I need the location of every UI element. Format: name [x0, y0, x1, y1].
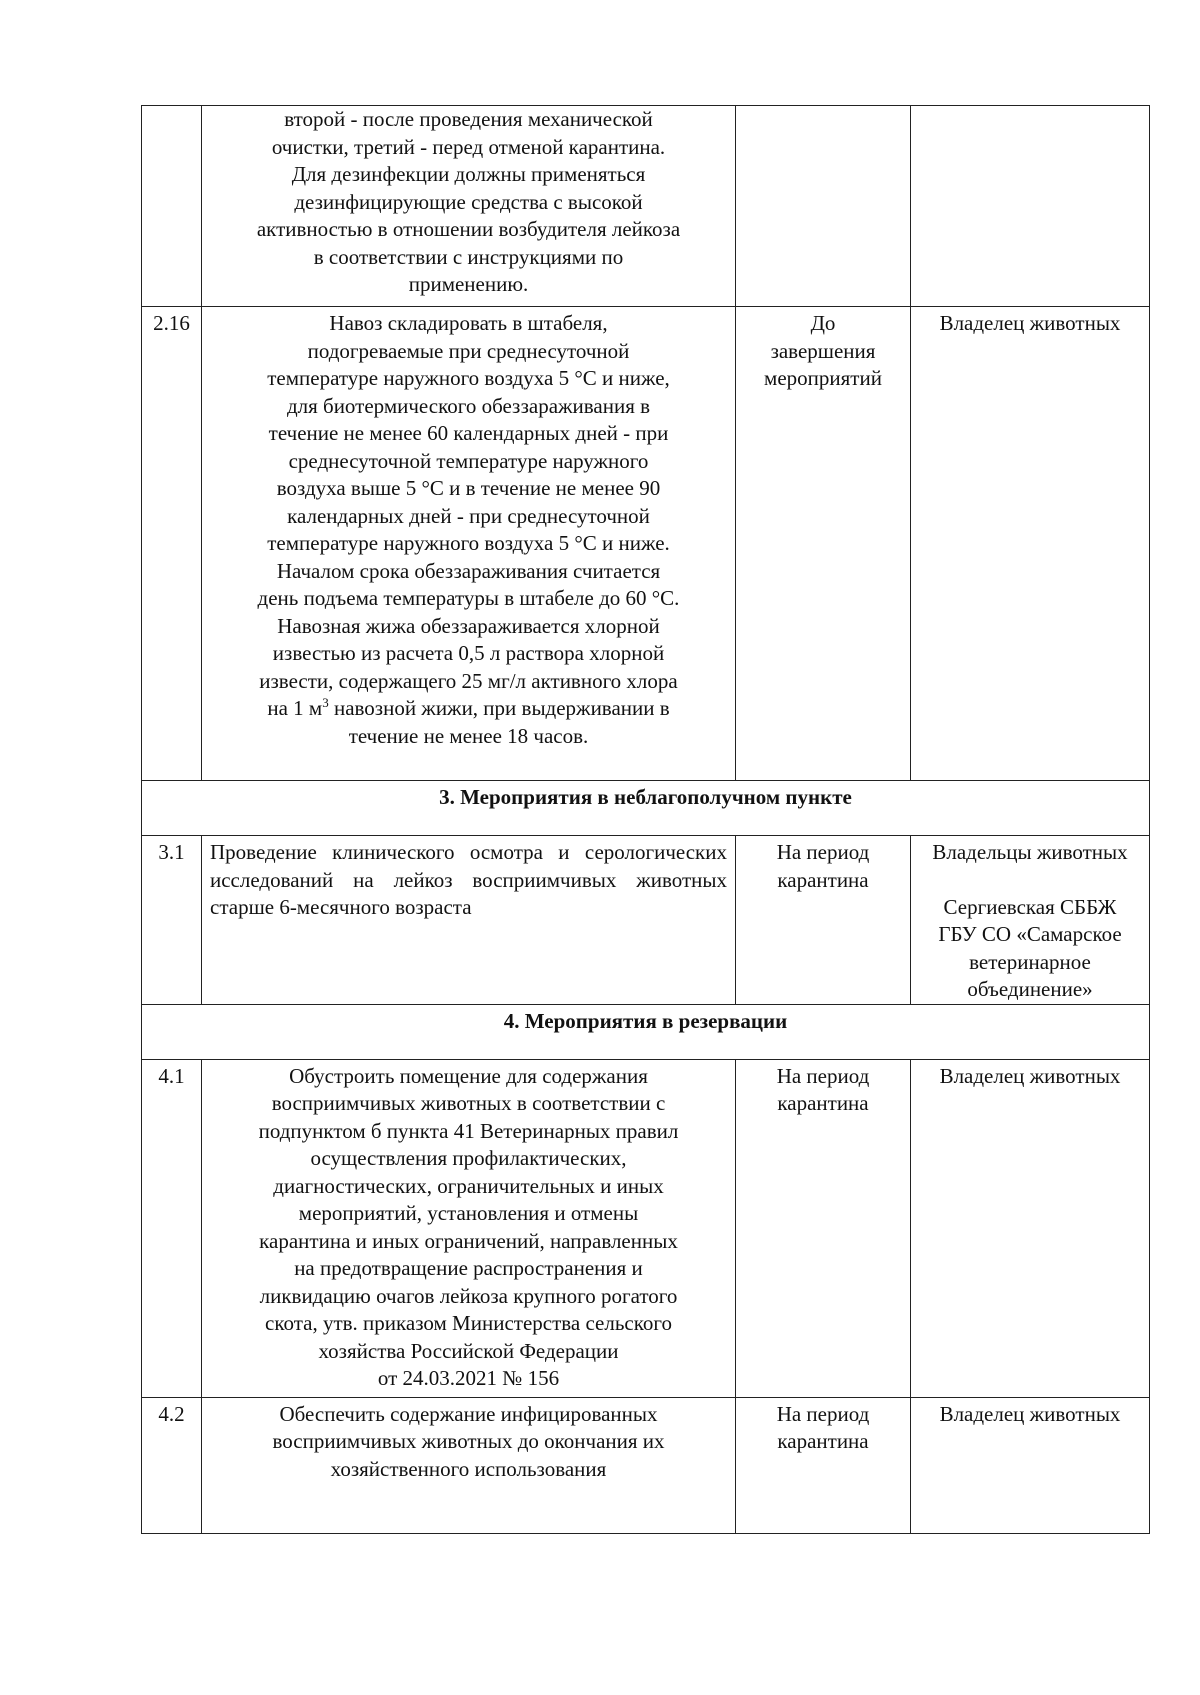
cell-measure: Проведение клинического осмотра и серологических исследований на лейкоз восприимчивых животных старше 6-месячного возраста: [202, 836, 736, 1005]
text-line: течение не менее 18 часов.: [348, 723, 589, 748]
text-line: На период: [776, 840, 870, 864]
text-line: восприимчивых животных до окончания их: [272, 1429, 665, 1453]
text-line: течение не менее 60 календарных дней - при: [268, 421, 669, 445]
text-line: применению.: [408, 272, 529, 296]
text-line: мероприятий: [764, 366, 882, 390]
section-row-3: [142, 781, 1150, 836]
cell-measure: [202, 1059, 736, 1397]
text-line: До: [810, 311, 836, 335]
table-row-continuation: [142, 106, 1150, 307]
text-line: для биотермического обеззараживания в: [286, 393, 651, 418]
superscript: 3: [322, 695, 329, 710]
text-line: температуре наружного воздуха 5 °С и ниже.: [267, 531, 670, 555]
text-line: среднесуточной температуре наружного: [288, 448, 649, 473]
text-line: Обустроить помещение для содержания: [289, 1063, 648, 1088]
text-line: второй - после проведения механической: [284, 107, 653, 131]
cell-responsible: [911, 106, 1150, 307]
text-line: подпунктом б пункта 41 Ветеринарных правил: [258, 1118, 679, 1143]
text-line: дезинфицирующие средства с высокой: [294, 189, 643, 214]
text-line: ликвидацию очагов лейкоза крупного рогатого: [259, 1283, 678, 1308]
text-line: скота, утв. приказом Министерства сельского: [265, 1311, 672, 1335]
text-line: хозяйственного использования: [330, 1456, 607, 1481]
text-line: Сергиевская СББЖ: [943, 894, 1117, 919]
text-line: Обеспечить содержание инфицированных: [279, 1401, 658, 1426]
text-line: календарных дней - при среднесуточной: [287, 503, 650, 528]
cell-term: [736, 307, 911, 781]
text-line: восприимчивых животных в соответствии с: [271, 1091, 666, 1115]
text-line: карантина: [777, 1429, 869, 1453]
cell-term: [736, 106, 911, 307]
cell-term: [736, 1059, 911, 1397]
text-line: мероприятий, установления и отмены: [298, 1201, 639, 1225]
text-line: от 24.03.2021 № 156: [377, 1366, 560, 1390]
text-line: ГБУ СО «Самарское: [938, 922, 1122, 946]
text-line: диагностических, ограничительных и иных: [273, 1173, 664, 1198]
table-row-4-1: [142, 1059, 1150, 1397]
text-line: На период: [776, 1401, 870, 1426]
text-line: в соответствии с инструкциями по: [313, 244, 624, 269]
cell-measure: [202, 1397, 736, 1533]
cell-responsible: Владелец животных: [911, 307, 1150, 781]
text-line: день подъема температуры в штабеле до 60 °С.: [257, 586, 680, 610]
text-line: карантина и иных ограничений, направленных: [259, 1228, 678, 1253]
text-line: карантина: [777, 867, 869, 892]
text-line: воздуха выше 5 °С и в течение не менее 90: [276, 476, 661, 500]
cell-measure: [202, 106, 736, 307]
text-line: Началом срока обеззараживания считается: [276, 558, 661, 583]
text-line: завершения: [770, 338, 876, 363]
text-line: температуре наружного воздуха 5 °С и ниже,: [267, 366, 670, 390]
measures-table: [141, 105, 1150, 1534]
cell-number: 2.16: [142, 307, 202, 781]
text-line: карантина: [777, 1091, 869, 1115]
text-line: хозяйства Российской Федерации: [318, 1338, 619, 1363]
table-row-2-16: [142, 307, 1150, 781]
text-line: на предотвращение распространения и: [294, 1256, 643, 1280]
section-row-4: [142, 1004, 1150, 1059]
text-line: Навозная жижа обеззараживается хлорной: [277, 613, 660, 638]
text-line: ветеринарное: [969, 949, 1091, 974]
spacer: [911, 867, 1149, 894]
cell-measure: [202, 307, 736, 781]
table-row-4-2: [142, 1397, 1150, 1533]
text-line: известью из расчета 0,5 л раствора хлорной: [272, 641, 665, 665]
section-title: 3. Мероприятия в неблагополучном пункте: [142, 781, 1150, 836]
text-line: объединение»: [967, 977, 1093, 1001]
text-line: На период: [776, 1063, 870, 1088]
cell-responsible: [911, 836, 1150, 1005]
cell-number: 4.1: [142, 1059, 202, 1397]
table-row-3-1: [142, 836, 1150, 1005]
cell-number: 4.2: [142, 1397, 202, 1533]
section-title: 4. Мероприятия в резервации: [142, 1004, 1150, 1059]
text-line: извести, содержащего 25 мг/л активного хлора: [259, 668, 678, 693]
text-line: очистки, третий - перед отменой карантина.: [271, 134, 666, 159]
text-line: Владельцы животных: [932, 840, 1128, 864]
cell-number: 3.1: [142, 836, 202, 1005]
cell-responsible: Владелец животных: [911, 1059, 1150, 1397]
cell-number: [142, 106, 202, 307]
text-fragment: на 1 м: [267, 696, 323, 720]
cell-term: [736, 1397, 911, 1533]
cell-responsible: Владелец животных: [911, 1397, 1150, 1533]
text-fragment: навозной жижи, при выдерживании в: [328, 696, 670, 720]
text-line: осуществления профилактических,: [310, 1146, 627, 1170]
text-line: подогреваемые при среднесуточной: [307, 338, 630, 363]
text-line: активностью в отношении возбудителя лейкоза: [256, 217, 681, 241]
text-line: Навоз складировать в штабеля,: [329, 311, 608, 335]
cell-term: [736, 836, 911, 1005]
text-line: Для дезинфекции должны применяться: [291, 162, 646, 186]
text-line: [210, 695, 727, 723]
